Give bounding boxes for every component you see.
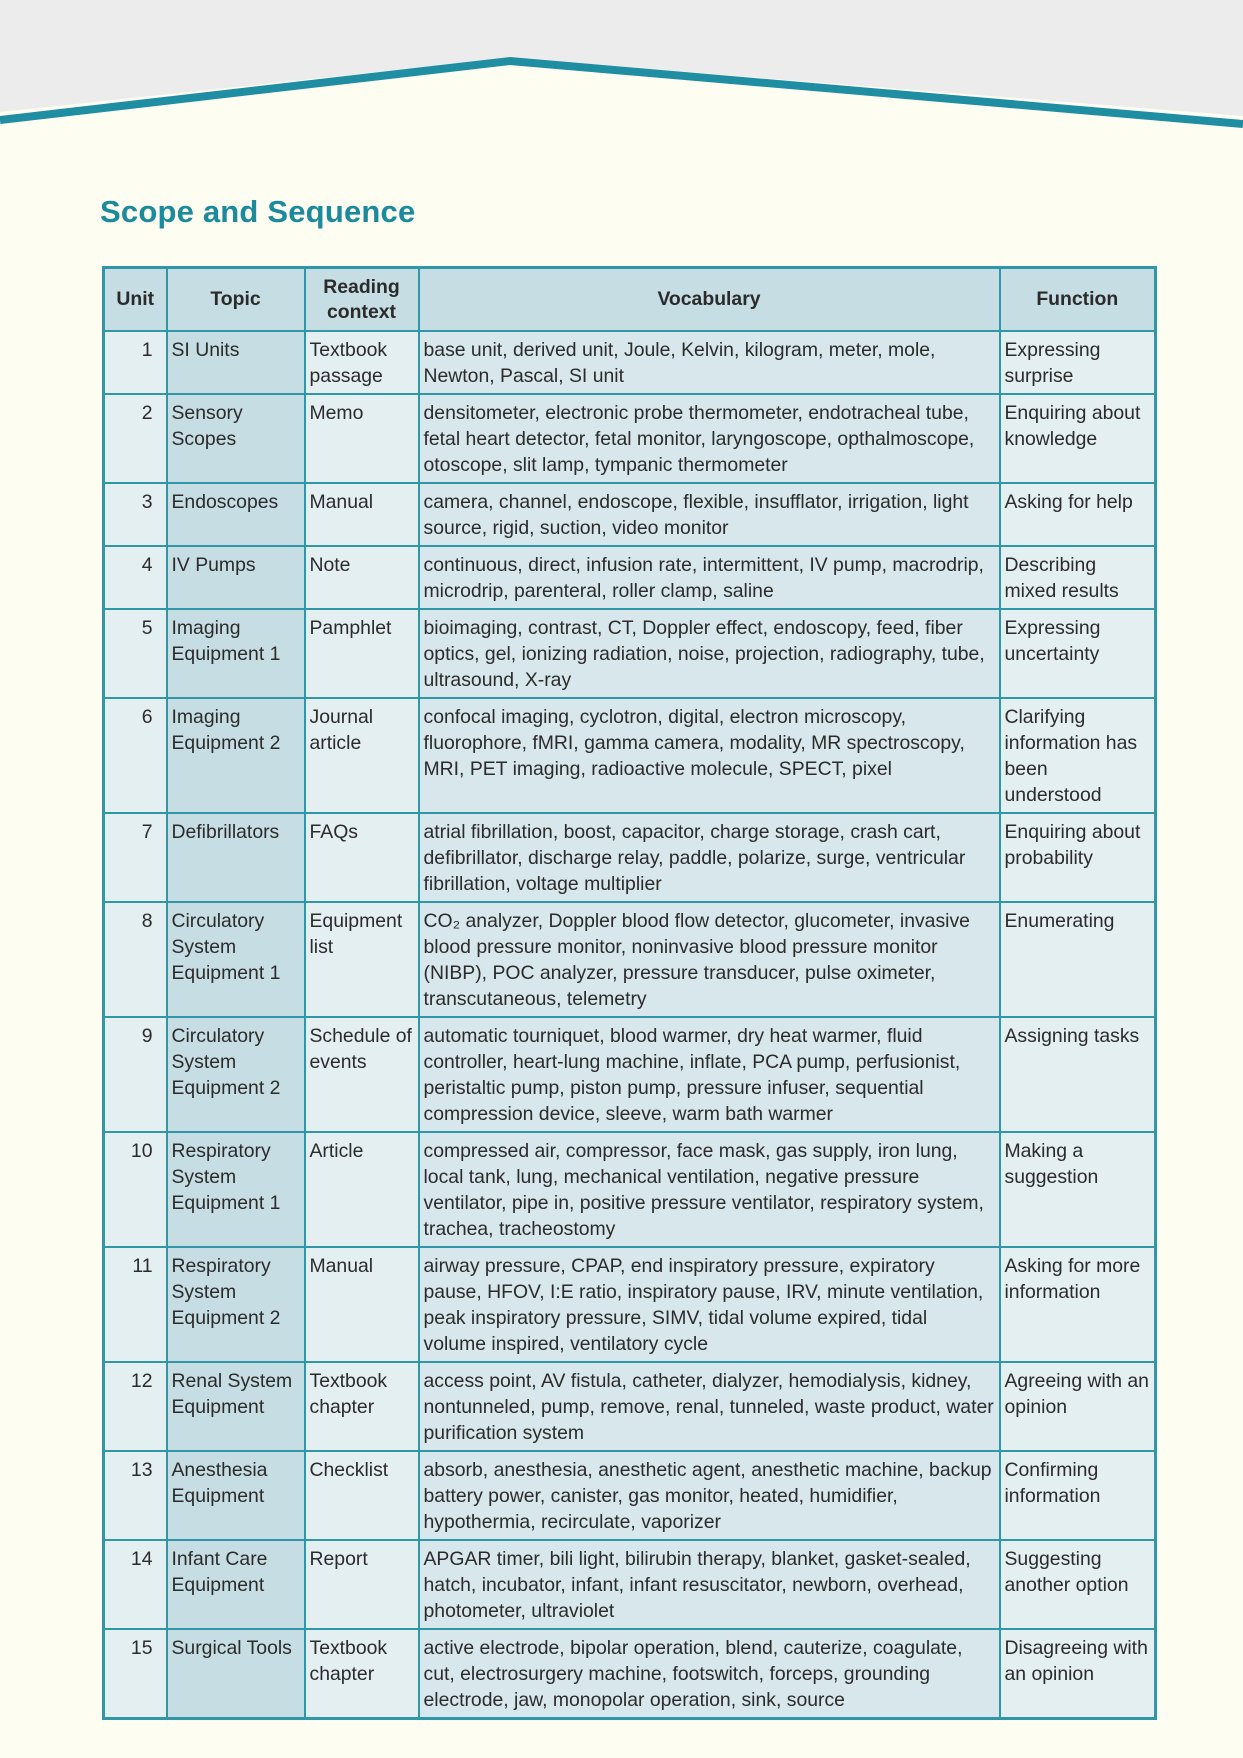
- table-row: [104, 609, 1156, 698]
- header-band: [0, 0, 1243, 130]
- table-row: [104, 698, 1156, 813]
- table-row: [104, 394, 1156, 483]
- vocabulary-cell: access point, AV fistula, catheter, dialyzer, hemodialysis, kidney, nontunneled, pump, remove, renal, tunneled, waste product, water purification system: [419, 1362, 1000, 1451]
- topic-cell: Sensory Scopes: [167, 394, 305, 483]
- topic-cell: Surgical Tools: [167, 1629, 305, 1719]
- reading-context-cell: Manual: [305, 1247, 419, 1362]
- topic-cell: Infant Care Equipment: [167, 1540, 305, 1629]
- function-cell: Expressing surprise: [1000, 331, 1156, 394]
- unit-cell: 6: [104, 698, 167, 813]
- header-topic: Topic: [167, 268, 305, 332]
- unit-cell: 15: [104, 1629, 167, 1719]
- reading-context-cell: Article: [305, 1132, 419, 1247]
- function-cell: Agreeing with an opinion: [1000, 1362, 1156, 1451]
- unit-cell: 9: [104, 1017, 167, 1132]
- function-cell: Enquiring about probability: [1000, 813, 1156, 902]
- topic-cell: Anesthesia Equipment: [167, 1451, 305, 1540]
- function-cell: Disagreeing with an opinion: [1000, 1629, 1156, 1719]
- unit-cell: 12: [104, 1362, 167, 1451]
- table-row: [104, 902, 1156, 1017]
- topic-cell: Circulatory System Equipment 2: [167, 1017, 305, 1132]
- reading-context-cell: Manual: [305, 483, 419, 546]
- function-cell: Confirming information: [1000, 1451, 1156, 1540]
- topic-cell: Imaging Equipment 1: [167, 609, 305, 698]
- function-cell: Asking for more information: [1000, 1247, 1156, 1362]
- unit-cell: 14: [104, 1540, 167, 1629]
- table-row: [104, 1540, 1156, 1629]
- topic-cell: Endoscopes: [167, 483, 305, 546]
- table-row: [104, 331, 1156, 394]
- unit-cell: 10: [104, 1132, 167, 1247]
- unit-cell: 5: [104, 609, 167, 698]
- header-unit: Unit: [104, 268, 167, 332]
- vocabulary-cell: absorb, anesthesia, anesthetic agent, anesthetic machine, backup battery power, canister, gas monitor, heated, humidifier, hypothermia, recirculate, vaporizer: [419, 1451, 1000, 1540]
- topic-cell: SI Units: [167, 331, 305, 394]
- unit-cell: 13: [104, 1451, 167, 1540]
- function-cell: Asking for help: [1000, 483, 1156, 546]
- reading-context-cell: Equipment list: [305, 902, 419, 1017]
- topic-cell: Renal System Equipment: [167, 1362, 305, 1451]
- vocabulary-cell: camera, channel, endoscope, flexible, insufflator, irrigation, light source, rigid, suction, video monitor: [419, 483, 1000, 546]
- topic-cell: Circulatory System Equipment 1: [167, 902, 305, 1017]
- reading-context-cell: Textbook chapter: [305, 1629, 419, 1719]
- unit-cell: 4: [104, 546, 167, 609]
- vocabulary-cell: base unit, derived unit, Joule, Kelvin, kilogram, meter, mole, Newton, Pascal, SI unit: [419, 331, 1000, 394]
- header-reading-context: Reading context: [305, 268, 419, 332]
- topic-cell: IV Pumps: [167, 546, 305, 609]
- reading-context-cell: Checklist: [305, 1451, 419, 1540]
- function-cell: Describing mixed results: [1000, 546, 1156, 609]
- vocabulary-cell: APGAR timer, bili light, bilirubin therapy, blanket, gasket-sealed, hatch, incubator, infant, infant resuscitator, newborn, overhead, photometer, ultraviolet: [419, 1540, 1000, 1629]
- vocabulary-cell: automatic tourniquet, blood warmer, dry heat warmer, fluid controller, heart-lung machine, inflate, PCA pump, perfusionist, peristaltic pump, piston pump, pressure infuser, sequential compression device, sleeve, warm bath warmer: [419, 1017, 1000, 1132]
- vocabulary-cell: compressed air, compressor, face mask, gas supply, iron lung, local tank, lung, mechanical ventilation, negative pressure ventilator, pipe in, positive pressure ventilator, respiratory system, trachea, tracheostomy: [419, 1132, 1000, 1247]
- table-row: [104, 1017, 1156, 1132]
- reading-context-cell: Journal article: [305, 698, 419, 813]
- unit-cell: 1: [104, 331, 167, 394]
- table-header-row: [104, 268, 1156, 332]
- table-row: [104, 1362, 1156, 1451]
- reading-context-cell: FAQs: [305, 813, 419, 902]
- header-function: Function: [1000, 268, 1156, 332]
- function-cell: Enquiring about knowledge: [1000, 394, 1156, 483]
- vocabulary-cell: densitometer, electronic probe thermometer, endotracheal tube, fetal heart detector, fetal monitor, laryngoscope, opthalmoscope, otoscope, slit lamp, tympanic thermometer: [419, 394, 1000, 483]
- topic-cell: Respiratory System Equipment 2: [167, 1247, 305, 1362]
- vocabulary-cell: airway pressure, CPAP, end inspiratory pressure, expiratory pause, HFOV, I:E ratio, inspiratory pause, IRV, minute ventilation, peak inspiratory pressure, SIMV, tidal volume expired, tidal volume inspired, ventilatory cycle: [419, 1247, 1000, 1362]
- reading-context-cell: Schedule of events: [305, 1017, 419, 1132]
- vocabulary-cell: continuous, direct, infusion rate, intermittent, IV pump, macrodrip, microdrip, parenteral, roller clamp, saline: [419, 546, 1000, 609]
- unit-cell: 8: [104, 902, 167, 1017]
- function-cell: Enumerating: [1000, 902, 1156, 1017]
- table-row: [104, 483, 1156, 546]
- function-cell: Clarifying information has been understood: [1000, 698, 1156, 813]
- topic-cell: Imaging Equipment 2: [167, 698, 305, 813]
- table-row: [104, 546, 1156, 609]
- reading-context-cell: Textbook chapter: [305, 1362, 419, 1451]
- page-title: Scope and Sequence: [100, 194, 416, 229]
- reading-context-cell: Textbook passage: [305, 331, 419, 394]
- table-row: [104, 1451, 1156, 1540]
- reading-context-cell: Pamphlet: [305, 609, 419, 698]
- topic-cell: Defibrillators: [167, 813, 305, 902]
- table-row: [104, 1629, 1156, 1719]
- header-vocabulary: Vocabulary: [419, 268, 1000, 332]
- vocabulary-cell: atrial fibrillation, boost, capacitor, charge storage, crash cart, defibrillator, discharge relay, paddle, polarize, surge, ventricular fibrillation, voltage multiplier: [419, 813, 1000, 902]
- reading-context-cell: Note: [305, 546, 419, 609]
- reading-context-cell: Memo: [305, 394, 419, 483]
- reading-context-cell: Report: [305, 1540, 419, 1629]
- table-row: [104, 813, 1156, 902]
- function-cell: Making a suggestion: [1000, 1132, 1156, 1247]
- unit-cell: 11: [104, 1247, 167, 1362]
- function-cell: Assigning tasks: [1000, 1017, 1156, 1132]
- table-row: [104, 1247, 1156, 1362]
- scope-table: [102, 266, 1157, 1720]
- unit-cell: 3: [104, 483, 167, 546]
- vocabulary-cell: CO₂ analyzer, Doppler blood flow detector, glucometer, invasive blood pressure monitor, noninvasive blood pressure monitor (NIBP), POC analyzer, pressure transducer, pulse oximeter, transcutaneous, telemetry: [419, 902, 1000, 1017]
- function-cell: Suggesting another option: [1000, 1540, 1156, 1629]
- function-cell: Expressing uncertainty: [1000, 609, 1156, 698]
- unit-cell: 2: [104, 394, 167, 483]
- vocabulary-cell: active electrode, bipolar operation, blend, cauterize, coagulate, cut, electrosurgery machine, footswitch, forceps, grounding electrode, jaw, monopolar operation, sink, source: [419, 1629, 1000, 1719]
- table-row: [104, 1132, 1156, 1247]
- vocabulary-cell: confocal imaging, cyclotron, digital, electron microscopy, fluorophore, fMRI, gamma camera, modality, MR spectroscopy, MRI, PET imaging, radioactive molecule, SPECT, pixel: [419, 698, 1000, 813]
- unit-cell: 7: [104, 813, 167, 902]
- topic-cell: Respiratory System Equipment 1: [167, 1132, 305, 1247]
- vocabulary-cell: bioimaging, contrast, CT, Doppler effect, endoscopy, feed, fiber optics, gel, ionizing radiation, noise, projection, radiography, tube, ultrasound, X-ray: [419, 609, 1000, 698]
